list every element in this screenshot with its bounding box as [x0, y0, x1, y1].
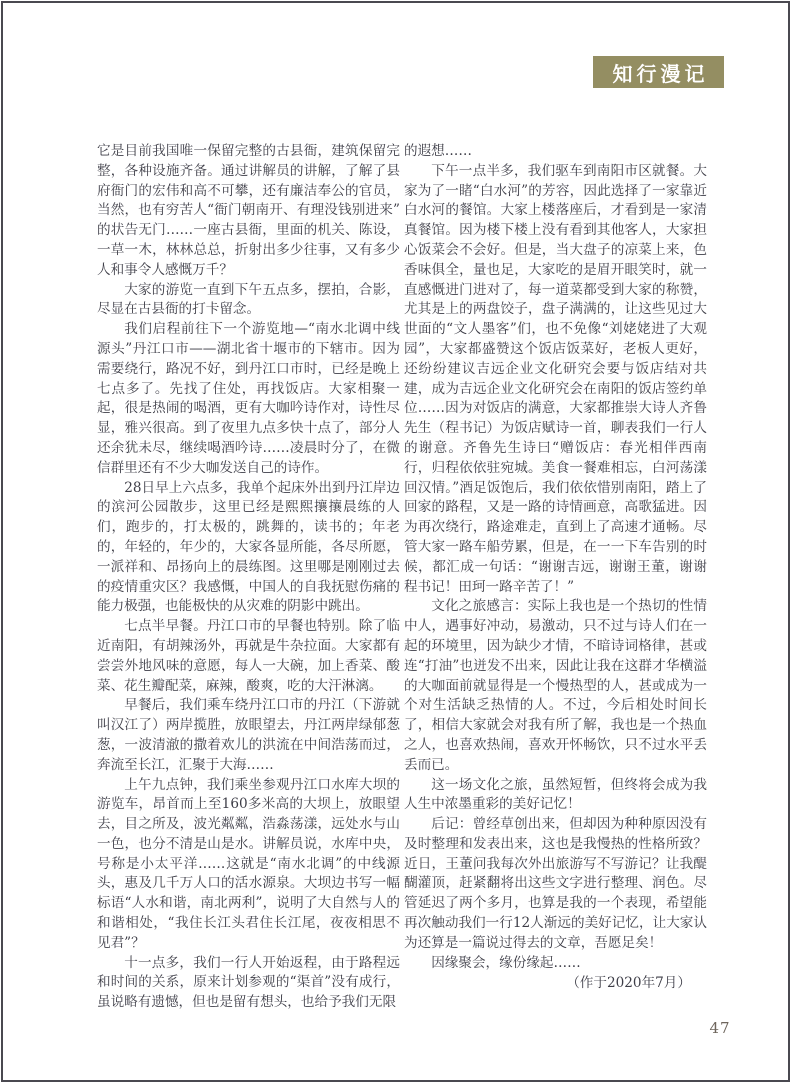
- paragraph: 上午九点钟，我们乘坐参观丹江口水库大坝的游览车，昂首而上至160多米高的大坝上，放眼望去，目之所及，波光粼粼，浩淼荡漾，远处水与山一色，也分不清是山是水。讲解员说，水库中央，号称是小太平洋……这就是“南水北调”的中线源头，惠及几千万人口的活水源泉。大坝边书写一幅标语“人水和谐，南北两利”，说明了大自然与人的和谐相处，“我住长江头君住长江尾，夜夜相思不见君”？: [97, 776, 400, 951]
- paragraph: 文化之旅感言：实际上我也是一个热切的性情中人，遇事好冲动，易激动，只不过与诗人们在一起的环境里，因为缺少才情，不暗诗词格律，甚或连“打油”也迸发不出来，因此让我在这群才华横溢的大咖面前就显得是一个慢热型的人，甚或成为一个对生活缺乏热情的人。不过，今后相处时间长了，相信大家就会对我有所了解，我也是一个热血之人，也喜欢热闹，喜欢开怀畅饮，只不过水平丢丢而已。: [404, 598, 707, 773]
- section-badge-label: 知行漫记: [612, 61, 709, 86]
- composition-date: （作于2020年7月）: [566, 975, 691, 992]
- paragraph: 因缘聚会，缘份缘起……: [431, 954, 581, 971]
- paragraph: 我们启程前往下一个游览地—“南水北调中线源头”丹江口市——湖北省十堰市的下辖市。因为需要绕行，路况不好，到丹江口市时，已经是晚上七点多了。先找了住处，再找饭店。大家相聚一起，很是热闹的喝酒，更有大咖吟诗作对，诗性尽显，雅兴很高。到了夜里九点多快十点了，部分人还余犹未尽，继续喝酒吟诗……凌晨时分了，在微信群里还有不少大咖发送自己的诗作。: [97, 321, 400, 476]
- article-right-column: [404, 142, 707, 994]
- paragraph: 28日早上六点多，我单个起床外出到丹江岸边的滨河公园散步，这里已经是熙熙攘攘晨练的人们，跑步的，打太极的，跳舞的，读书的；年老的，年轻的，年少的，大家各显所能，各尽所愿，一派祥和、昂扬向上的晨练图。这里哪是刚刚过去的疫情重灾区？我感慨，中国人的自我抚慰伤痛的能力极强，也能极快的从灾难的阴影中跳出。: [97, 479, 400, 615]
- paragraph: 它是目前我国唯一保留完整的古县衙，建筑保留完整，各种设施齐备。通过讲解员的讲解，了解了县府衙门的宏伟和高不可攀，还有廉洁奉公的官员，当然，也有穷苦人“衙门朝南开、有理没钱别进来”的状告无门……一座古县衙，里面的机关、陈设，一草一木，林林总总，折射出多少往事，又有多少人和事令人感慨万千？: [97, 143, 400, 278]
- paragraph: 大家的游览一直到下午五点多，摆拍，合影，尽显在古县衙的打卡留念。: [97, 281, 400, 318]
- paragraph: 的遐想……: [404, 143, 472, 159]
- paragraph: 早餐后，我们乘车绕丹江口市的丹江（下游就叫汉江了）两岸揽胜，放眼望去，丹江两岸绿郁葱葱，一波清澈的撒着欢儿的洪流在中间浩荡而过，奔流至长江，汇聚于大海……: [97, 697, 400, 773]
- paragraph: 十一点多，我们一行人开始返程，由于路程远和时间的关系，原来计划参观的“渠首”没有成行，虽说略有遗憾，但也是留有想头，也给予我们无限: [97, 954, 400, 1011]
- paragraph: 这一场文化之旅，虽然短暂，但终将会成为我人生中浓墨重彩的美好记忆！: [404, 776, 707, 813]
- section-badge: [593, 56, 724, 88]
- page-number: 47: [709, 1019, 731, 1037]
- article-left-column: [97, 142, 400, 1013]
- paragraph: 下午一点半多，我们驱车到南阳市区就餐。大家为了一睹“白水河”的芳容，因此选择了一家靠近白水河的餐馆。大家上楼落座后，才看到是一家清真餐馆。因为楼下楼上没有看到其他客人，大家担心饭菜会不会好。但是，当大盘子的凉菜上来，色香味俱全，量也足，大家吃的是眉开眼笑时，就一直感慨进门进对了，每一道菜都受到大家的称赞，尤其是上的两盘饺子，盘子满满的，让这些见过大世面的“文人墨客”们，也不免像“刘姥姥进了大观园”，大家都盛赞这个饭店饭菜好，老板人更好，还纷纷建议吉远企业文化研究会要与饭店结对共建，成为吉远企业文化研究会在南阳的饭店签约单位……因为对饭店的满意，大家都推崇大诗人齐鲁先生（程书记）为饭店赋诗一首，聊表我们一行人的谢意。齐鲁先生诗曰“赠饭店：春光相伴西南行，归程依依驻宛城。美食一餐难相忘，白河荡漾回汉情。”酒足饭饱后，我们依依惜别南阳，踏上了回家的路程，又是一路的诗情画意，高歌猛进。因为再次绕行，路途难走，直到上了高速才通畅。尽管大家一路车船劳累，但是，在一一下车告别的时候，都汇成一句话：“谢谢吉远，谢谢王董，谢谢程书记！田珂一路辛苦了！”: [404, 162, 707, 595]
- paragraph: 后记：曾经草创出来，但却因为种种原因没有及时整理和发表出来，这也是我慢热的性格所致？近日，王董问我每次外出旅游写不写游记？让我醍醐灌顶，赶紧翻将出这些文字进行整理、润色。尽管延迟了两个多月，也算是我的一个表现，希望能再次触动我们一行12人渐远的美好记忆，让大家认为还算是一篇说过得去的文章，吾愿足矣！: [404, 816, 707, 951]
- paragraph: 七点半早餐。丹江口市的早餐也特别。除了临近南阳，有胡辣汤外，再就是牛杂拉面。大家都有尝尝外地风味的意愿，每人一大碗，加上香菜、酸菜、花生瓣配菜，麻辣，酸爽，吃的大汗淋漓。: [97, 618, 400, 694]
